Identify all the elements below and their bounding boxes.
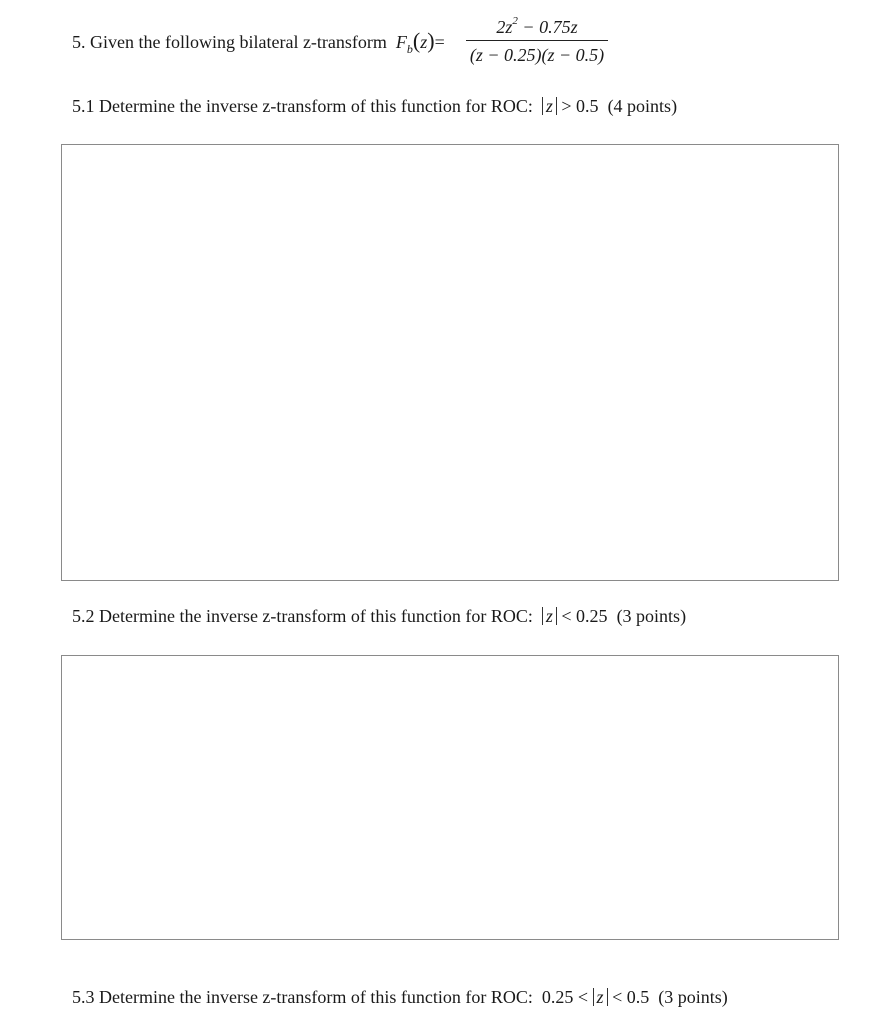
fraction-bar: [466, 40, 608, 41]
part-5-2-answer-box[interactable]: [61, 655, 839, 940]
part-5-2-prompt: [72, 606, 686, 627]
function-argument: z: [420, 32, 428, 52]
part-5-1-roc-variable: z: [542, 97, 557, 115]
function-subscript: b: [406, 42, 413, 56]
part-5-1-text: 5.1 Determine the inverse z-transform of this function for ROC:: [72, 96, 533, 116]
question-statement: 5. Given the following bilateral z-transform $F_b(z)=$: [72, 28, 445, 56]
part-5-1-answer-box[interactable]: [61, 144, 839, 581]
part-5-2-points: (3 points): [616, 606, 687, 626]
part-5-3-points: (3 points): [658, 987, 728, 1007]
part-5-1-roc-bound: > 0.5: [561, 96, 599, 116]
part-5-3-prompt: [72, 987, 728, 1008]
part-5-2-roc-variable: z: [542, 607, 557, 625]
fraction-denominator: (z − 0.25)(z − 0.5): [469, 45, 605, 65]
transform-fraction: [466, 12, 608, 67]
numerator-exponent: 2: [512, 15, 518, 27]
part-5-1-points: (4 points): [607, 96, 678, 116]
part-5-2-text: 5.2 Determine the inverse z-transform of this function for ROC:: [72, 606, 533, 626]
part-5-3-roc-variable: z: [593, 988, 608, 1006]
part-5-3-roc-lower: 0.25 <: [541, 987, 589, 1007]
function-name: F: [395, 32, 407, 52]
part-5-3-roc-upper: < 0.5: [612, 987, 650, 1007]
part-5-1-prompt: [72, 96, 677, 117]
question-prefix: 5. Given the following bilateral z-transform: [72, 32, 387, 52]
equals-sign: =: [434, 32, 445, 52]
part-5-3-text: 5.3 Determine the inverse z-transform of this function for ROC:: [72, 987, 533, 1007]
part-5-2-roc-bound: < 0.25: [561, 606, 608, 626]
fraction-numerator: $2z^2 - 0.75z$: [496, 15, 578, 37]
